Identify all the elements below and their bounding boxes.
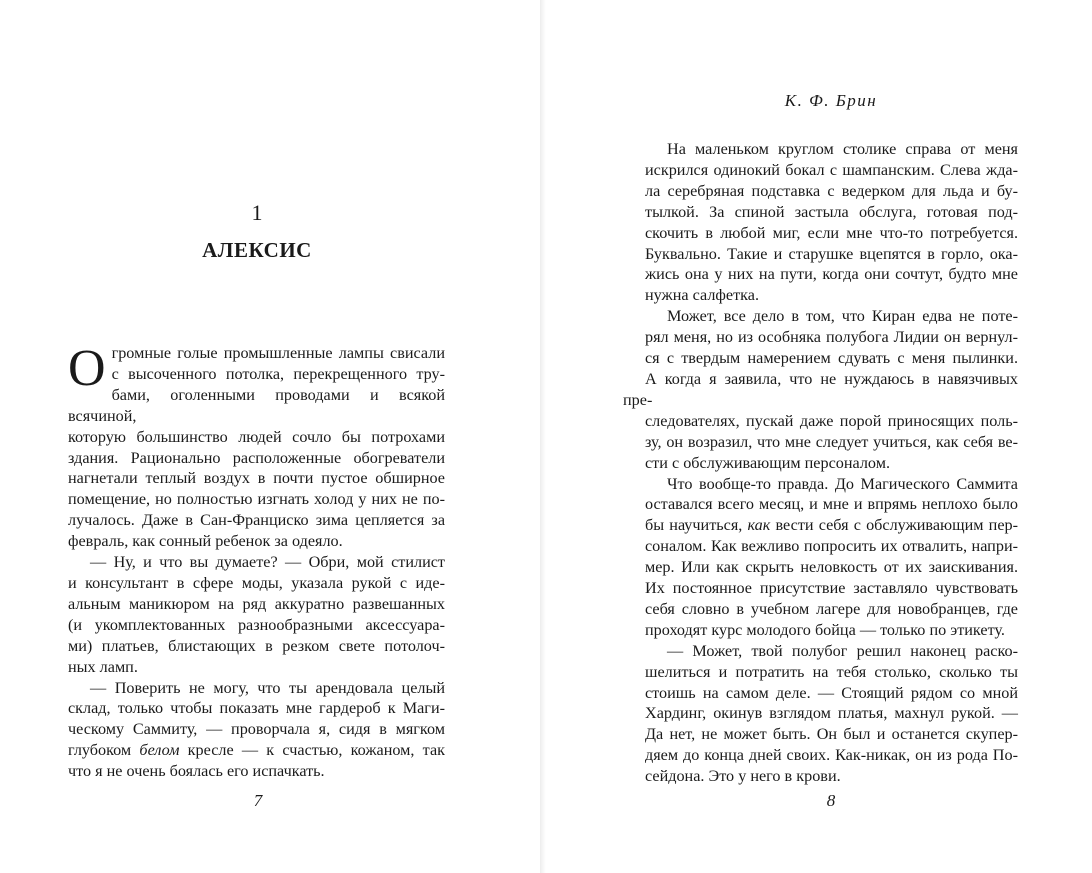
text-line: нужна салфетка. (645, 286, 760, 305)
text-line: ла серебряная подставка с ведерком для льда и бу- (645, 181, 1018, 200)
text-line: жись она у них на пути, когда они сочтут, будто мне (645, 265, 1018, 284)
text-line: тылкой. За спиной застыла обслуга, готовая под- (645, 202, 1018, 221)
text-line: ми) платьев, блистающих в резком свете потолоч- (68, 636, 445, 655)
text-line: рял меня, но из особняка полубога Лидии он вернул- (645, 328, 1018, 347)
text-line: здания. Рационально расположенные обогреватели (68, 448, 445, 467)
text-line: проходят курс молодого бойца — только по этикету. (645, 620, 1005, 639)
text-fragment: глубоком (68, 741, 140, 760)
text-line: зу, он возразил, что мне следует учиться, как себя ве- (645, 432, 1018, 451)
paragraph-1 (68, 340, 445, 552)
text-line: ных ламп. (68, 657, 138, 676)
text-line: Что вообще-то правда. До Магического Саммита (667, 474, 1018, 493)
text-line: и консультант в сфере моды, указала рукой с иде- (68, 573, 445, 592)
text-line: А когда я заявила, что не нуждаюсь в навязчивых пре- (623, 369, 1018, 409)
text-line: которую большинство людей сочло бы потрохами (68, 427, 445, 446)
text-line: оставался всего месяц, и мне и впрямь неплохо было (645, 495, 1018, 514)
text-line: На маленьком круглом столике справа от меня (667, 140, 1018, 158)
paragraph-4 (645, 641, 1018, 787)
text-line: сейдона. Это у него в крови. (645, 767, 841, 786)
paragraph-3 (68, 678, 445, 783)
text-line: ческому Саммиту, — проворчала я, сидя в мягком (68, 720, 445, 739)
paragraph-2 (623, 306, 1018, 473)
chapter-number: 1 (251, 200, 263, 225)
paragraph-3 (645, 474, 1018, 641)
left-body-text (68, 340, 445, 782)
text-line: шелиться и потратить на тебя столько, сколько ты (645, 662, 1018, 681)
paragraph-2 (68, 552, 445, 677)
text-line (46, 740, 445, 761)
text-line: мер. Или как скрыть неловкость от их заискивания. (645, 558, 1018, 577)
text-line (623, 515, 1018, 536)
text-line: стоишь на самом деле. — Стоящий рядом со мной (645, 683, 1018, 702)
drop-cap: О (68, 340, 106, 397)
page-number-right: 8 (826, 791, 836, 810)
text-line: следователях, пускай даже порой приносящих поль- (645, 411, 1018, 430)
text-line: громные голые промышленные лампы свисали (111, 344, 445, 362)
text-line: что я не очень боялась его испачкать. (68, 762, 325, 781)
text-line: (и укомплектованных разнообразными аксессуара- (68, 615, 445, 634)
text-line: с высоченного потолка, перекрещенного тру- (111, 364, 445, 383)
text-line: помещение, но полностью изгнать холод у них не по- (68, 490, 445, 509)
text-line: Их постоянное присутствие заставляло чувствовать (645, 579, 1018, 598)
text-fragment: бы научиться, (645, 516, 748, 535)
text-line: Да нет, не может быть. Он был и останется скупер- (645, 725, 1018, 744)
text-line: скочить в любой миг, если мне что-то потребуется. (645, 223, 1018, 242)
text-line: сти с обслуживающим персоналом. (645, 453, 891, 472)
italic-word: белом (139, 741, 180, 760)
text-line: склад, только чтобы показать мне гардероб к Маги- (68, 699, 445, 718)
text-line: — Поверить не могу, что ты арендовала целый (90, 678, 445, 697)
text-fragment: кресле — к счастью, кожаном, так (179, 741, 445, 760)
text-line: лучалось. Даже в Сан-Франциско зима цепляется за (68, 511, 445, 530)
text-line: альным маникюром на ряд аккуратно развешанных (68, 594, 445, 613)
page-number-left: 7 (253, 791, 263, 810)
text-line: соналом. Как вежливо попросить их отвалить, напри- (645, 537, 1018, 556)
text-line: дяем до конца дней своих. Как-никак, он из рода По- (645, 746, 1018, 765)
text-line: Хардинг, окинув взглядом платья, махнул рукой. — (645, 704, 1018, 723)
text-line: — Может, твой полубог решил наконец раско- (667, 641, 1018, 660)
chapter-title: АЛЕКСИС (202, 238, 312, 262)
text-line: — Ну, и что вы думаете? — Обри, мой стилист (90, 553, 445, 572)
right-body-text (623, 139, 1018, 787)
text-line: Может, все дело в том, что Киран едва не поте- (667, 307, 1018, 326)
text-line: бами, оголенными проводами и всякой всячиной, (68, 385, 445, 425)
italic-word: как (747, 516, 771, 535)
text-line: Буквально. Такие и старушке вцепятся в горло, ока- (645, 244, 1018, 263)
running-head-author: К. Ф. Брин (784, 91, 878, 110)
text-line: себя словно в учебном лагере для новобранцев, где (645, 599, 1018, 618)
text-line: ся с твердым намерением сдувать с меня пылинки. (645, 349, 1018, 368)
paragraph-1 (645, 139, 1018, 306)
text-line: февраль, как сонный ребенок за одеяло. (68, 532, 343, 551)
text-line: искрился одинокий бокал с шампанским. Слева жда- (645, 160, 1018, 179)
text-line: нагнетали теплый воздух в почти пустое обширное (68, 469, 445, 488)
text-fragment: вести себя с обслуживающим пер- (770, 516, 1018, 535)
